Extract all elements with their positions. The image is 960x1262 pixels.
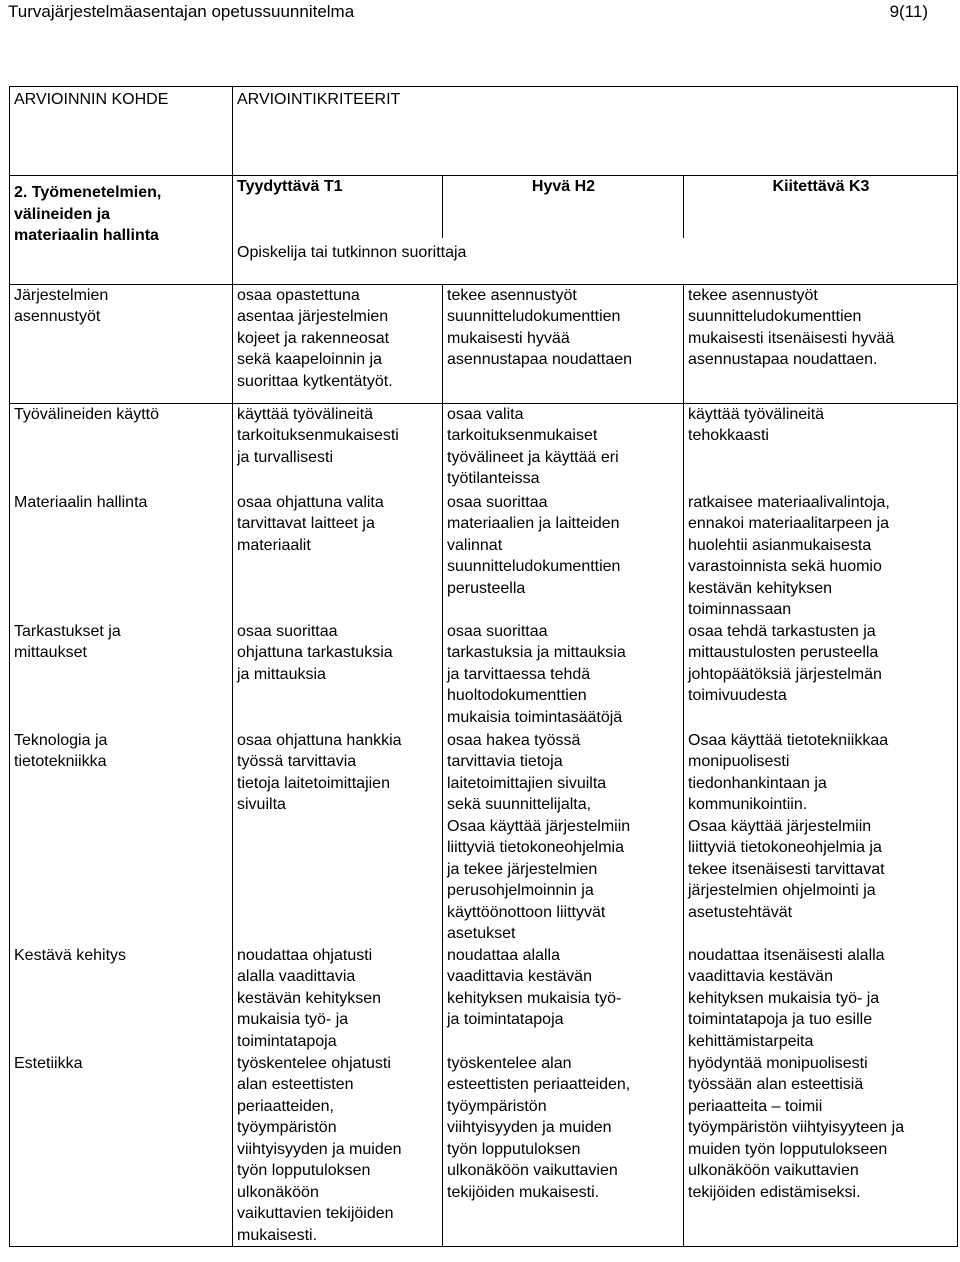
row-h2: tekee asennustyöt suunnitteludokumenttien mukaisesti hyvää asennustapaa noudattaen (443, 284, 684, 403)
row-h2: osaa suorittaa tarkastuksia ja mittauksia ja tarvittaessa tehdä huoltodokumenttien mukaisia toimintasäätöjä (443, 621, 684, 730)
row-k3: hyödyntää monipuolisesti työssään alan esteettisiä periaatteita – toimii työympäristön viihtyisyyteen ja muiden työn lopputulokseen ulkonäköön vaikuttavien tekijöiden edistämiseksi. (684, 1053, 958, 1247)
table-row (10, 945, 958, 1053)
row-target: Työvälineiden käyttö (10, 403, 233, 492)
row-k3: käyttää työvälineitä tehokkaasti (684, 403, 958, 492)
row-target: Materiaalin hallinta (10, 492, 233, 621)
table-row (10, 621, 958, 730)
row-target: Kestävä kehitys (10, 945, 233, 1053)
row-k3: tekee asennustyöt suunnitteludokumenttien mukaisesti itsenäisesti hyvää asennustapaa noudattaen. (684, 284, 958, 403)
row-target: Estetiikka (10, 1053, 233, 1247)
level-t1: Tyydyttävä T1 (233, 176, 443, 239)
levels-row (10, 176, 958, 239)
row-h2: osaa hakea työssä tarvittavia tietoja laitetoimittajien sivuilta sekä suunnittelijalta, Osaa käyttää järjestelmiin liittyviä tietokoneohjelmia ja tekee järjestelmien perusohjelmoinnin ja käyttöönottoon liittyvät asetukset (443, 730, 684, 945)
document-title: Turvajärjestelmäasentajan opetussuunnitelma (8, 2, 355, 21)
header-assessment-target: ARVIOINNIN KOHDE (10, 87, 233, 176)
table-row (10, 284, 958, 403)
row-h2: noudattaa alalla vaadittavia kestävän kehityksen mukaisia työ- ja toimintatapoja (443, 945, 684, 1053)
section-title: 2. Työmenetelmien, välineiden ja materiaalin hallinta (10, 176, 233, 285)
row-t1: työskentelee ohjatusti alan esteettisten periaatteiden, työympäristön viihtyisyyden ja muiden työn lopputuloksen ulkonäköön vaikuttavien tekijöiden mukaisesti. (233, 1053, 443, 1247)
row-h2: osaa suorittaa materiaalien ja laitteiden valinnat suunnitteludokumenttien perusteella (443, 492, 684, 621)
table-row (10, 403, 958, 492)
row-t1: osaa ohjattuna hankkia työssä tarvittavia tietoja laitetoimittajien sivuilta (233, 730, 443, 945)
table-row (10, 1053, 958, 1247)
row-t1: osaa opastettuna asentaa järjestelmien kojeet ja rakenneosat sekä kaapeloinnin ja suorittaa kytkentätyöt. (233, 284, 443, 403)
header-assessment-criteria: ARVIOINTIKRITEERIT (233, 87, 958, 176)
page-header (0, 0, 960, 24)
page-number: 9(11) (889, 2, 928, 21)
level-k3: Kiitettävä K3 (684, 176, 958, 239)
row-h2: työskentelee alan esteettisten periaatteiden, työympäristön viihtyisyyden ja muiden työn lopputuloksen ulkonäköön vaikuttavien tekijöiden mukaisesti. (443, 1053, 684, 1247)
row-t1: käyttää työvälineitä tarkoituksenmukaisesti ja turvallisesti (233, 403, 443, 492)
subtitle: Opiskelija tai tutkinnon suorittaja (233, 238, 958, 284)
row-target: Tarkastukset ja mittaukset (10, 621, 233, 730)
table-row (10, 730, 958, 945)
row-target: Teknologia ja tietotekniikka (10, 730, 233, 945)
row-k3: Osaa käyttää tietotekniikkaa monipuolisesti tiedonhankintaan ja kommunikointiin. Osaa käyttää järjestelmiin liittyviä tietokoneohjelmia ja tekee itsenäisesti tarvittavat järjestelmien ohjelmointi ja asetustehtävät (684, 730, 958, 945)
row-t1: osaa ohjattuna valita tarvittavat laitteet ja materiaalit (233, 492, 443, 621)
row-t1: osaa suorittaa ohjattuna tarkastuksia ja mittauksia (233, 621, 443, 730)
row-k3: osaa tehdä tarkastusten ja mittaustulosten perusteella johtopäätöksiä järjestelmän toimivuudesta (684, 621, 958, 730)
level-h2: Hyvä H2 (443, 176, 684, 239)
table-header-row (10, 87, 958, 176)
table-row (10, 492, 958, 621)
row-t1: noudattaa ohjatusti alalla vaadittavia kestävän kehityksen mukaisia työ- ja toimintatapoja (233, 945, 443, 1053)
row-k3: ratkaisee materiaalivalintoja, ennakoi materiaalitarpeen ja huolehtii asianmukaisesta varastoinnista sekä huomio kestävän kehityksen toiminnassaan (684, 492, 958, 621)
row-k3: noudattaa itsenäisesti alalla vaadittavia kestävän kehityksen mukaisia työ- ja toimintatapoja ja tuo esille kehittämistarpeita (684, 945, 958, 1053)
assessment-table (9, 86, 958, 1247)
row-target: Järjestelmien asennustyöt (10, 284, 233, 403)
row-h2: osaa valita tarkoituksenmukaiset työvälineet ja käyttää eri työtilanteissa (443, 403, 684, 492)
